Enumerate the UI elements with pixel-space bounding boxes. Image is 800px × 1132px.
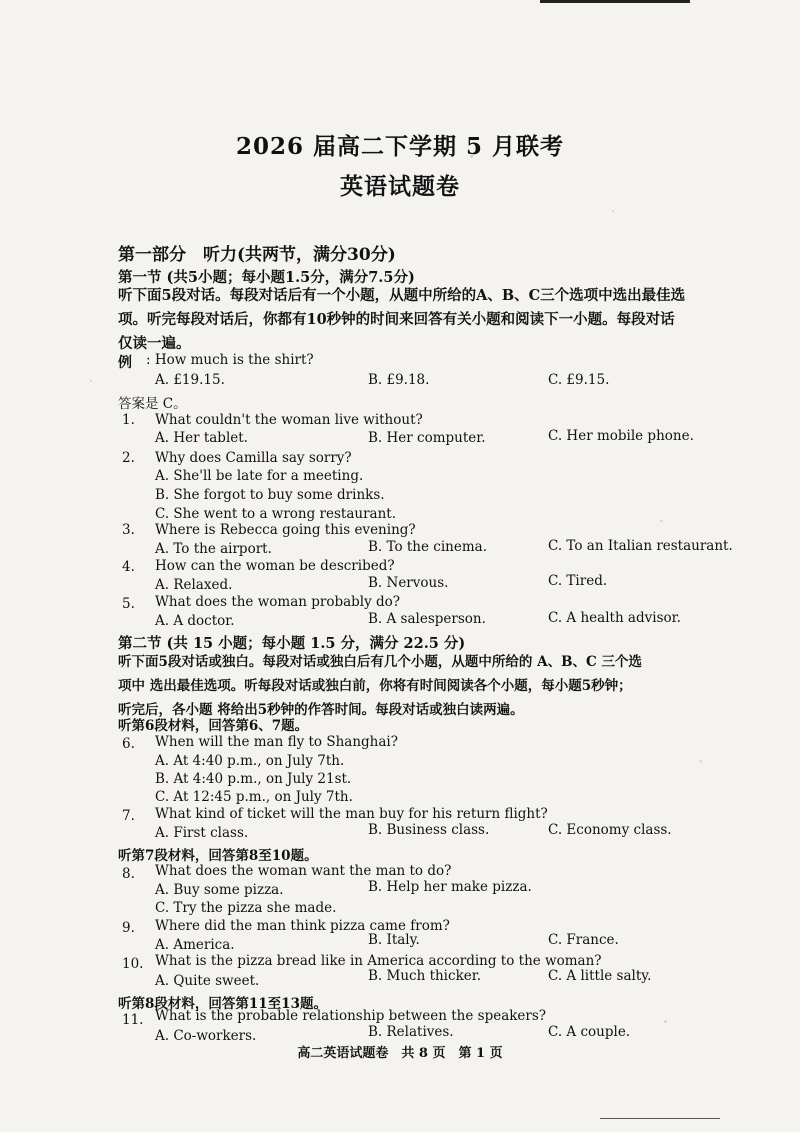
material-7-heading: 听第7段材料，回答第8至10题。 [118,848,318,864]
option-a: A. Quite sweet. [155,973,260,989]
option-c: C. At 12:45 p.m., on July 7th. [155,789,353,805]
option-a: A. America. [155,937,235,953]
example-question: : How much is the shirt? [146,352,314,368]
scan-edge-line [540,0,690,3]
scan-speck [612,210,614,212]
scan-speck [700,760,702,763]
material-8-heading: 听第8段材料，回答第11至13题。 [118,996,327,1012]
question-number: 11. [122,1012,144,1028]
question-text: When will the man fly to Shanghai? [155,734,398,750]
option-c: C. Try the pizza she made. [155,900,337,916]
option-c: C. To an Italian restaurant. [548,538,733,554]
question-text: What does the woman probably do? [155,594,401,610]
section1-instructions [118,284,738,356]
example-option-b: B. £9.18. [368,372,430,388]
question-text: Why does Camilla say sorry? [155,450,352,466]
option-c: C. A health advisor. [548,610,681,626]
option-c: C. Economy class. [548,822,672,838]
option-b: B. Help her make pizza. [368,879,532,895]
question-text: What does the woman want the man to do? [155,863,452,879]
part1-heading-block [118,240,738,265]
question-number: 10. [122,956,144,972]
scan-speck [90,380,92,382]
option-b: B. Relatives. [368,1024,454,1040]
option-c: C. France. [548,932,619,948]
page-footer: 高二英语试题卷 共 8 页 第 1 页 [297,1046,503,1061]
question-text: What is the probable relationship between the speakers? [155,1008,547,1024]
question-number: 3. [122,522,135,538]
section2-instruction-line: 项中 选出最佳选项。听每段对话或独白前，你将有时间阅读各个小题，每小题5秒钟； [118,678,632,694]
option-c: C. She went to a wrong restaurant. [155,506,397,522]
option-a: A. To the airport. [155,541,272,557]
question-number: 9. [122,920,135,936]
question-number: 8. [122,866,135,882]
question-number: 6. [122,736,135,752]
option-a: A. She'll be late for a meeting. [155,468,364,484]
option-a: A. Relaxed. [155,577,233,593]
option-a: A. Her tablet. [155,430,248,446]
option-b: B. Nervous. [368,575,449,591]
option-a: A. Co-workers. [155,1028,257,1044]
part1-heading: 第一部分 听力(共两节，满分30分) [118,245,396,265]
option-a: A. First class. [155,825,249,841]
exam-title: 2026 届高二下学期 5 月联考 [235,133,565,160]
section2-instruction-line: 听下面5段对话或独白。每段对话或独白后有几个小题，从题中所给的 A、B、C 三个选 [118,654,642,670]
option-c: C. Tired. [548,573,608,589]
question-number: 7. [122,808,135,824]
example-label: 例 [118,355,132,371]
option-a: A. At 4:40 p.m., on July 7th. [155,753,345,769]
question-text: How can the woman be described? [155,558,395,574]
question-text: Where is Rebecca going this evening? [155,522,416,538]
question-text: What is the pizza bread like in America according to the woman? [155,953,602,969]
question-text: What couldn't the woman live without? [155,412,423,428]
section2-heading: 第二节 (共 15 小题；每小题 1.5 分，满分 22.5 分) [118,635,466,652]
question-number: 4. [122,559,135,575]
scan-speck [660,520,663,522]
option-b: B. Business class. [368,822,490,838]
example-option-c: C. £9.15. [548,372,610,388]
option-c: C. A couple. [548,1024,631,1040]
option-b: B. A salesperson. [368,611,486,627]
option-b: B. Much thicker. [368,968,481,984]
option-c: C. Her mobile phone. [548,428,694,444]
option-a: A. Buy some pizza. [155,882,284,898]
section1-instruction-line: 听下面5段对话。每段对话后有一个小题，从题中所给的A、B、C三个选项中选出最佳选 [118,287,686,304]
section1-instruction-line: 项。听完每段对话后，你都有10秒钟的时间来回答有关小题和阅读下一小题。每段对话 [118,311,675,328]
section2-instructions [118,650,738,722]
section1-instruction-line: 仅读一遍。 [118,335,191,352]
section2-instruction-line: 听完后，各小题 将给出5秒钟的作答时间。每段对话或独白读两遍。 [118,702,524,718]
question-text: What kind of ticket will the man buy for his return flight? [155,806,548,822]
option-a: A. A doctor. [155,613,235,629]
option-b: B. At 4:40 p.m., on July 21st. [155,771,352,787]
option-c: C. A little salty. [548,968,652,984]
option-b: B. To the cinema. [368,539,487,555]
example-option-a: A. £19.15. [155,372,225,388]
section1-heading: 第一节 (共5小题；每小题1.5分，满分7.5分) [118,269,415,286]
scan-speck [664,1020,667,1023]
material-6-heading: 听第6段材料，回答第6、7题。 [118,718,309,734]
exam-subject-title: 英语试题卷 [340,173,460,200]
example-answer: 答案是 C。 [118,396,187,412]
question-number: 2. [122,450,135,466]
option-b: B. She forgot to buy some drinks. [155,487,385,503]
option-b: B. Italy. [368,932,420,948]
question-text: Where did the man think pizza came from? [155,918,450,934]
question-number: 5. [122,596,135,612]
scan-edge-line [600,1118,720,1119]
option-b: B. Her computer. [368,430,486,446]
question-number: 1. [122,412,135,428]
